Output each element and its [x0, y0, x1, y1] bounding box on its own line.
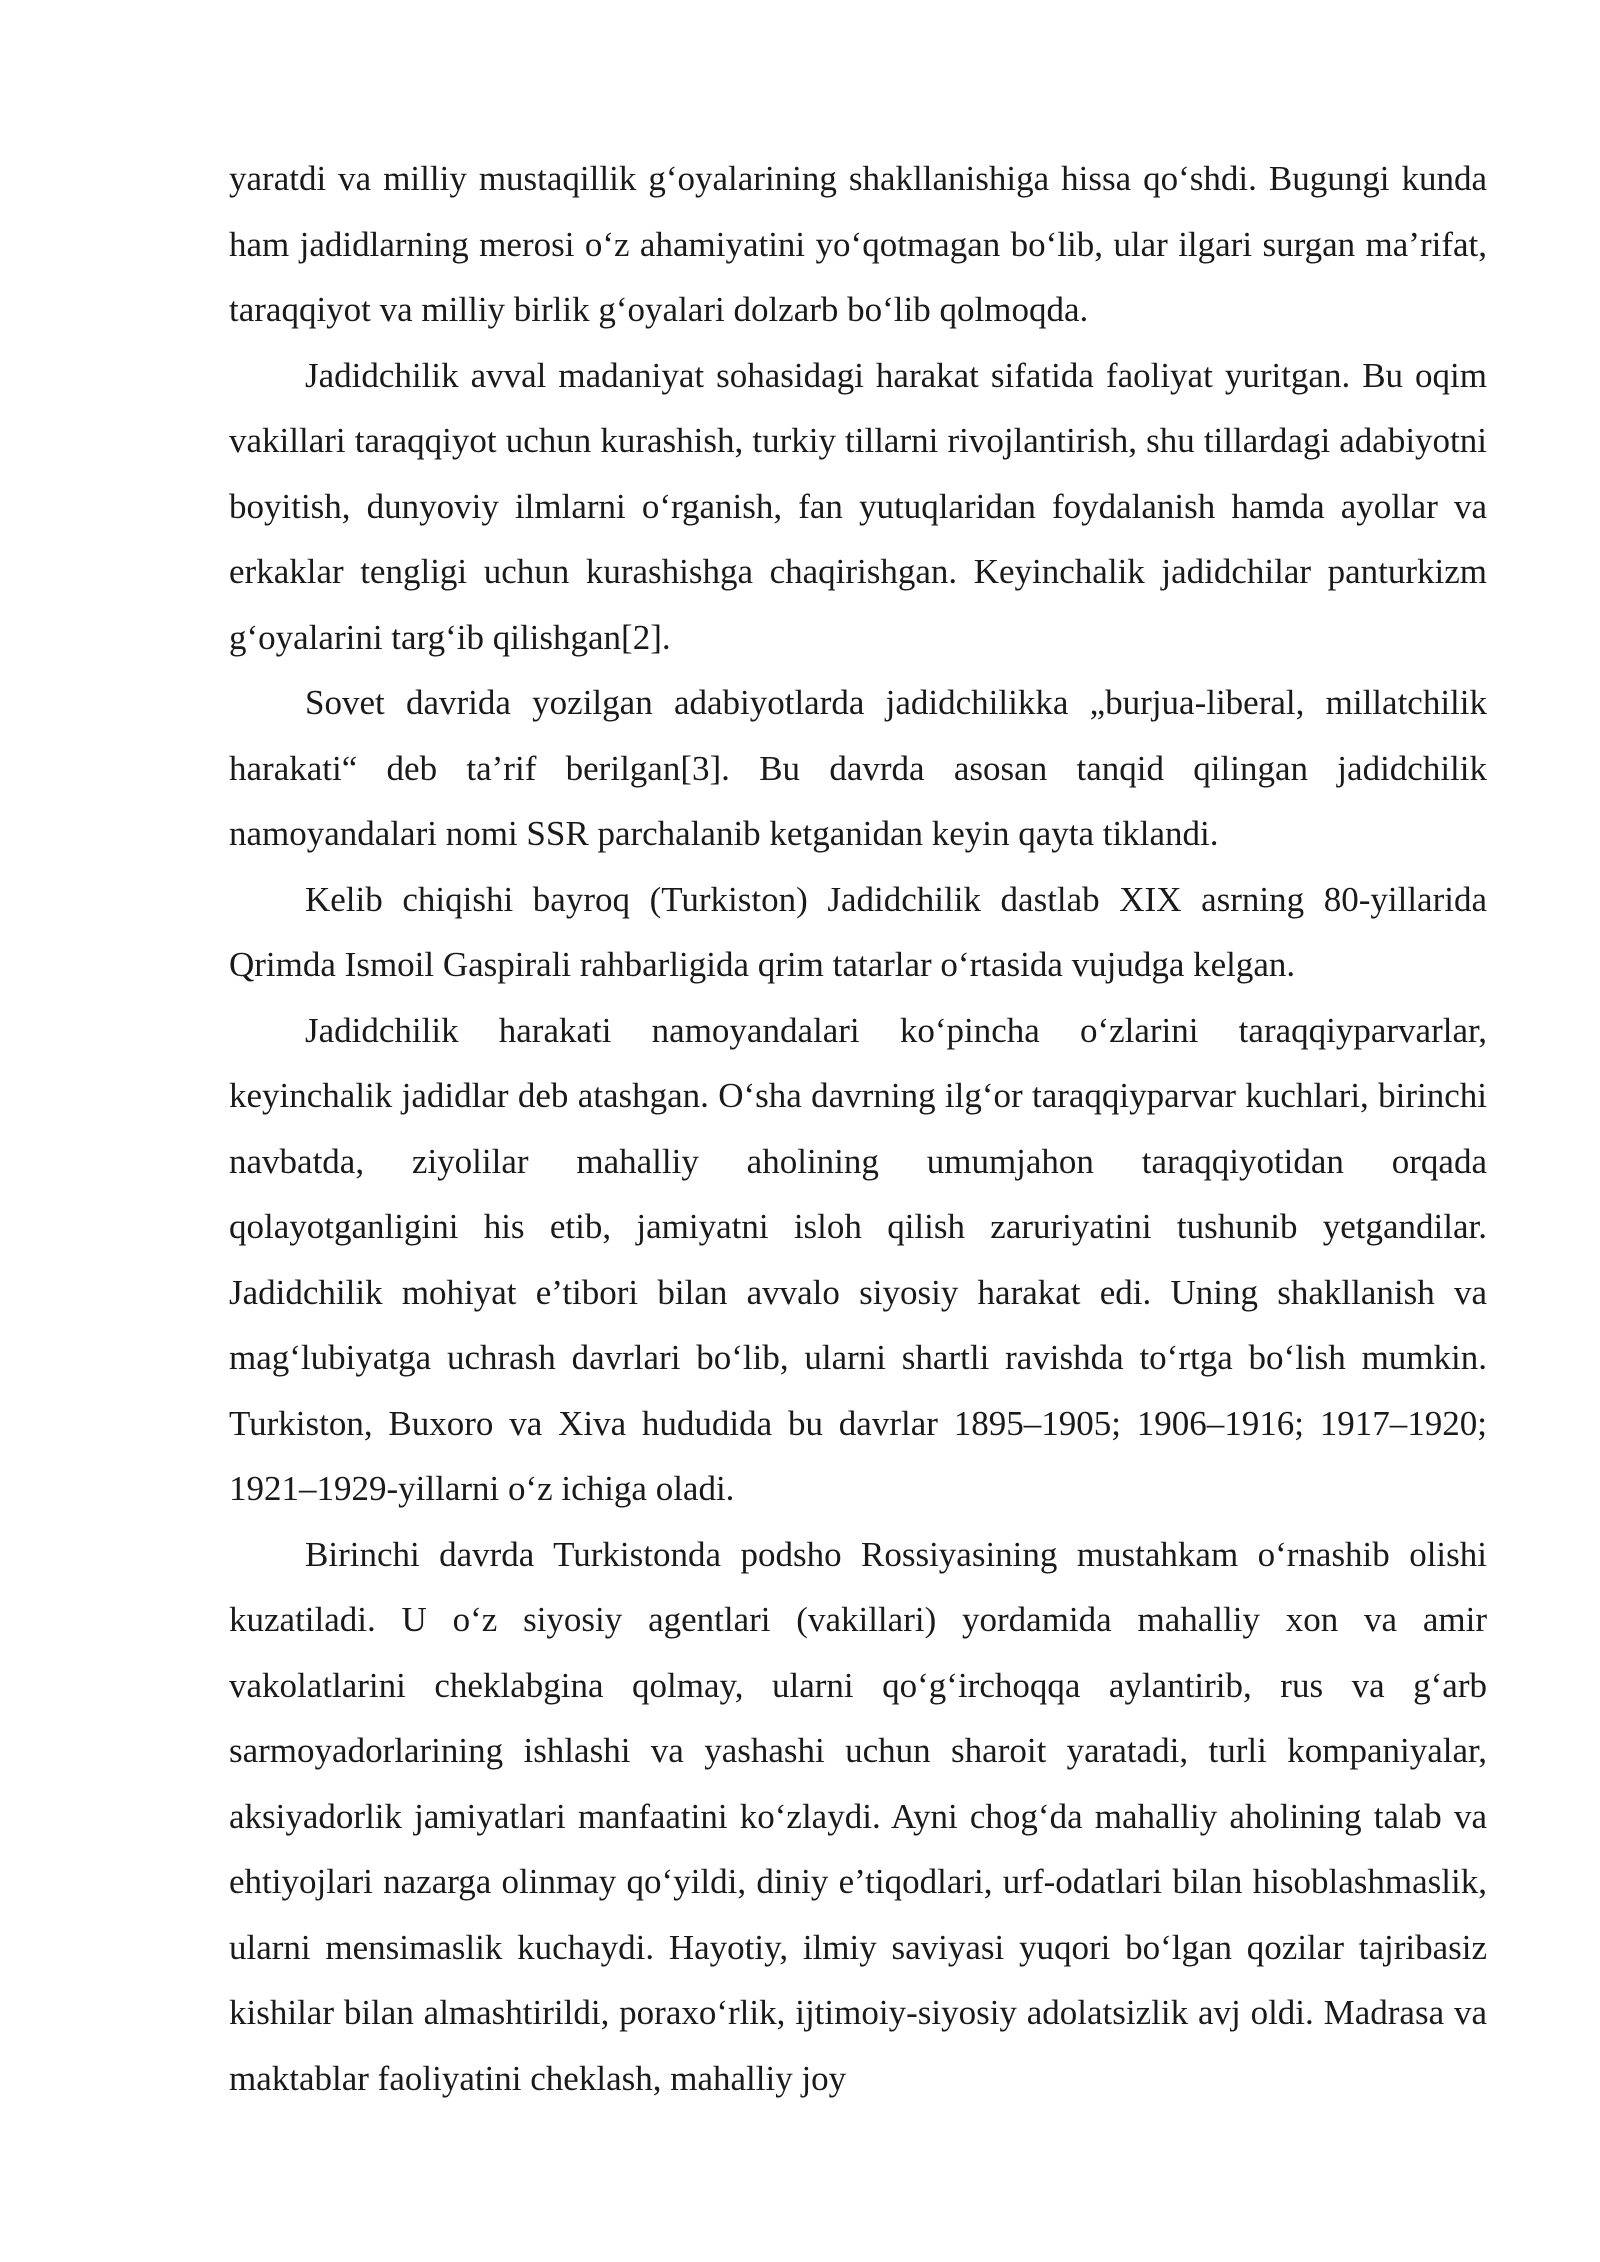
document-body — [229, 146, 1487, 2111]
paragraph-sovet-davri: Sovet davrida yozilgan adabiyotlarda jadidchilikka „burjua-liberal, millatchilik harakati“ deb ta’rif berilgan[3]. Bu davrda asosan tanqid qilingan jadidchilik namoyandalari nomi SSR parchalanib ketganidan keyin qayta tiklandi. — [229, 683, 1487, 853]
paragraph-birinchi-davr: Birinchi davrda Turkistonda podsho Rossiyasining mustahkam o‘rnashib olishi kuzatiladi. U o‘z siyosiy agentlari (vakillari) yordamida mahalliy xon va amir vakolatlarini cheklabgina qolmay, ularni qo‘g‘irchoqqa aylantirib, rus va g‘arb sarmoyadorlarining ishlashi va yashashi uchun sharoit yaratadi, turli kompaniyalar, aksiyadorlik jamiyatlari manfaatini ko‘zlaydi. Ayni chog‘da mahalliy aholining talab va ehtiyojlari nazarga olinmay qo‘yildi, diniy e’tiqodlari, urf-odatlari bilan hisoblashmaslik, ularni mensimaslik kuchaydi. Hayotiy, ilmiy saviyasi yuqori bo‘lgan qozilar tajribasiz kishilar bilan almashtirildi, poraxo‘rlik, ijtimoiy-siyosiy adolatsizlik avj oldi. Madrasa va maktablar faoliyatini cheklash, mahalliy joy — [229, 1534, 1487, 2098]
paragraph-harakat-namoyandalari: Jadidchilik harakati namoyandalari ko‘pincha o‘zlarini taraqqiyparvarlar, keyinchalik jadidlar deb atashgan. O‘sha davrning ilg‘or taraqqiyparvar kuchlari, birinchi navbatda, ziyolilar mahalliy aholining umumjahon taraqqiyotidan orqada qolayotganligini his etib, jamiyatni isloh qilish zaruriyatini tushunib yetgandilar. Jadidchilik mohiyat e’tibori bilan avvalo siyosiy harakat edi. Uning shakllanish va mag‘lubiyatga uchrash davrlari bo‘lib, ularni shartli ravishda to‘rtga bo‘lish mumkin. Turkiston, Buxoro va Xiva hududida bu davrlar 1895–1905; 1906–1916; 1917–1920; 1921–1929-yillarni o‘z ichiga oladi. — [229, 1010, 1487, 1508]
paragraph-continuation: yaratdi va milliy mustaqillik g‘oyalarining shakllanishiga hissa qo‘shdi. Bugungi kunda ham jadidlarning merosi o‘z ahamiyatini yo‘qotmagan bo‘lib, ular ilgari surgan ma’rifat, taraqqiyot va milliy birlik g‘oyalari dolzarb bo‘lib qolmoqda. — [229, 159, 1487, 329]
paragraph-kelib-chiqishi: Kelib chiqishi bayroq (Turkiston) Jadidchilik dastlab XIX asrning 80-yillarida Qrimda Ismoil Gaspirali rahbarligida qrim tatarlar o‘rtasida vujudga kelgan. — [229, 879, 1487, 984]
paragraph-jadidchilik-madaniyat: Jadidchilik avval madaniyat sohasidagi harakat sifatida faoliyat yuritgan. Bu oqim vakillari taraqqiyot uchun kurashish, turkiy tillarni rivojlantirish, shu tillardagi adabiyotni boyitish, dunyoviy ilmlarni o‘rganish, fan yutuqlaridan foydalanish hamda ayollar va erkaklar tengligi uchun kurashishga chaqirishgan. Keyinchalik jadidchilar panturkizm g‘oyalarini targ‘ib qilishgan[2]. — [229, 355, 1487, 657]
